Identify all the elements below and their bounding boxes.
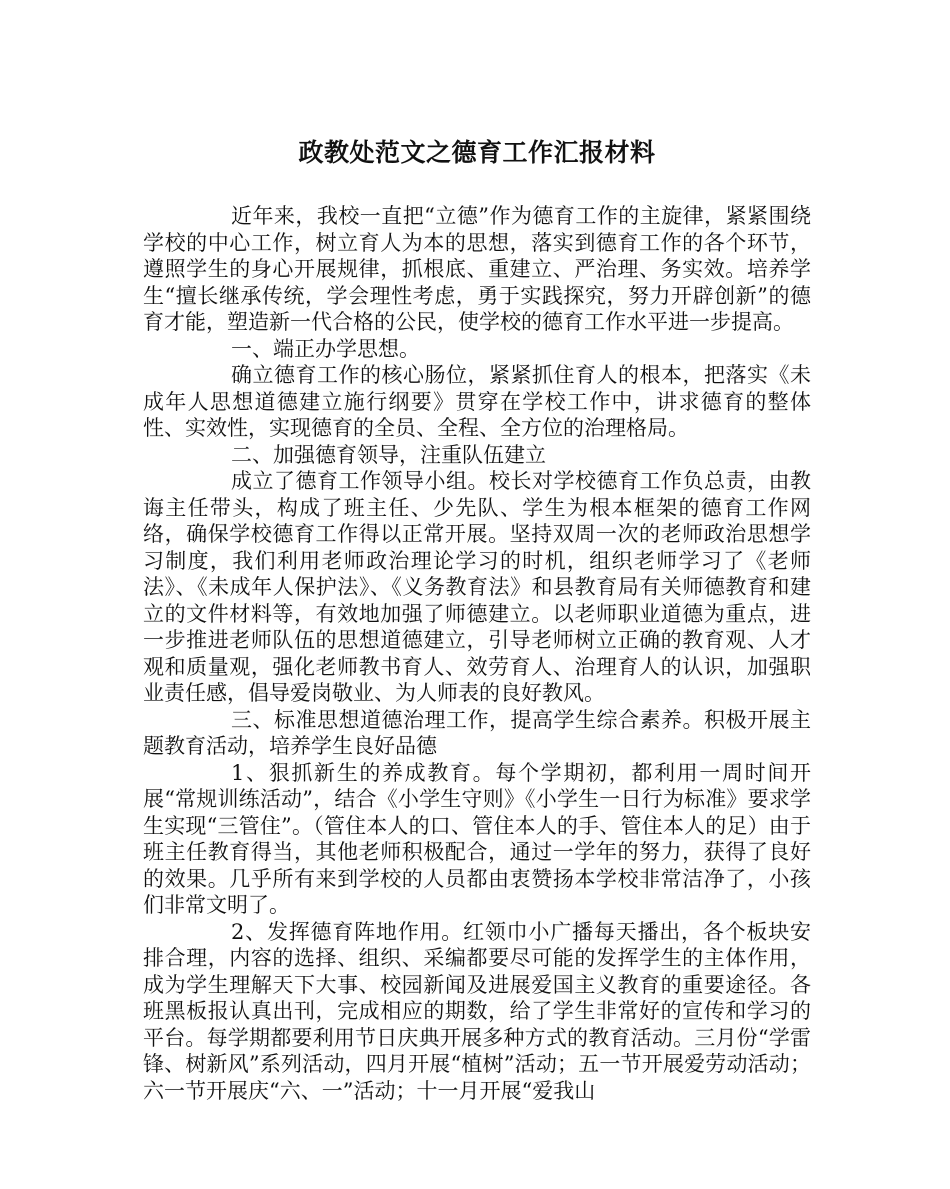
paragraph-item-1: 1、狠抓新生的养成教育。每个学期初，都利用一周时间开展“常规训练活动”，结合《小学生守则》《小学生一日行为标准》要求学生实现“三管住”。（管住本人的口、管住本人的手、管住本人的足）由于班主任教育得当，其他老师积极配合，通过一学年的努力，获得了良好的效果。几乎所有来到学校的人员都由衷赞扬本学校非常洁净了，小孩们非常文明了。 <box>143 760 811 917</box>
paragraph-section-1: 确立德育工作的核心肠位，紧紧抓住育人的根本，把落实《未成年人思想道德建立施行纲要》贯穿在学校工作中，讲求德育的整体性、实效性，实现德育的全员、全程、全方位的治理格局。 <box>143 363 811 440</box>
section-heading-1: 一、端正办学思想。 <box>231 336 420 361</box>
paragraph-section-2: 成立了德育工作领导小组。校长对学校德育工作负总责，由教诲主任带头，构成了班主任、少先队、学生为根本框架的德育工作网络，确保学校德育工作得以正常开展。坚持双周一次的老师政治思想学习制度，我们利用老师政治理论学习的时机，组织老师学习了《老师法》、《未成年人保护法》、《义务教育法》和县教育局有关师德教育和建立的文件材料等，有效地加强了师德建立。以老师职业道德为重点，进一步推进老师队伍的思想道德建立，引导老师树立正确的教育观、人才观和质量观，强化老师教书育人、效劳育人、治理育人的认识，加强职业责任感，倡导爱岗敬业、为人师表的良好教风。 <box>143 469 811 705</box>
section-heading-3: 三、标准思想道德治理工作，提高学生综合素养。积极开展主题教育活动，培养学生良好品德 <box>143 707 811 758</box>
section-heading-2: 二、加强德育领导，注重队伍建立 <box>231 442 546 467</box>
paragraph-item-2: 2、发挥德育阵地作用。红领巾小广播每天播出，各个板块安排合理，内容的选择、组织、采编都要尽可能的发挥学生的主体作用，成为学生理解天下大事、校园新闻及进展爱国主义教育的重要途径。各班黑板报认真出刊，完成相应的期数，给了学生非常好的宣传和学习的平台。每学期都要利用节日庆典开展多种方式的教育活动。三月份“学雷锋、树新风”系列活动，四月开展“植树”活动；五一节开展爱劳动活动；六一节开展庆“六、一”活动；十一月开展“爱我山 <box>143 919 811 1103</box>
document-body <box>143 203 811 1104</box>
document-page <box>143 0 811 1104</box>
paragraph-intro: 近年来，我校一直把“立德”作为德育工作的主旋律，紧紧围绕学校的中心工作，树立育人为本的思想，落实到德育工作的各个环节，遵照学生的身心开展规律，抓根底、重建立、严治理、务实效。培养学生“擅长继承传统，学会理性考虑，勇于实践探究，努力开辟创新”的德育才能，塑造新一代合格的公民，使学校的德育工作水平进一步提高。 <box>143 204 811 334</box>
document-title: 政教处范文之德育工作汇报材料 <box>298 138 656 167</box>
